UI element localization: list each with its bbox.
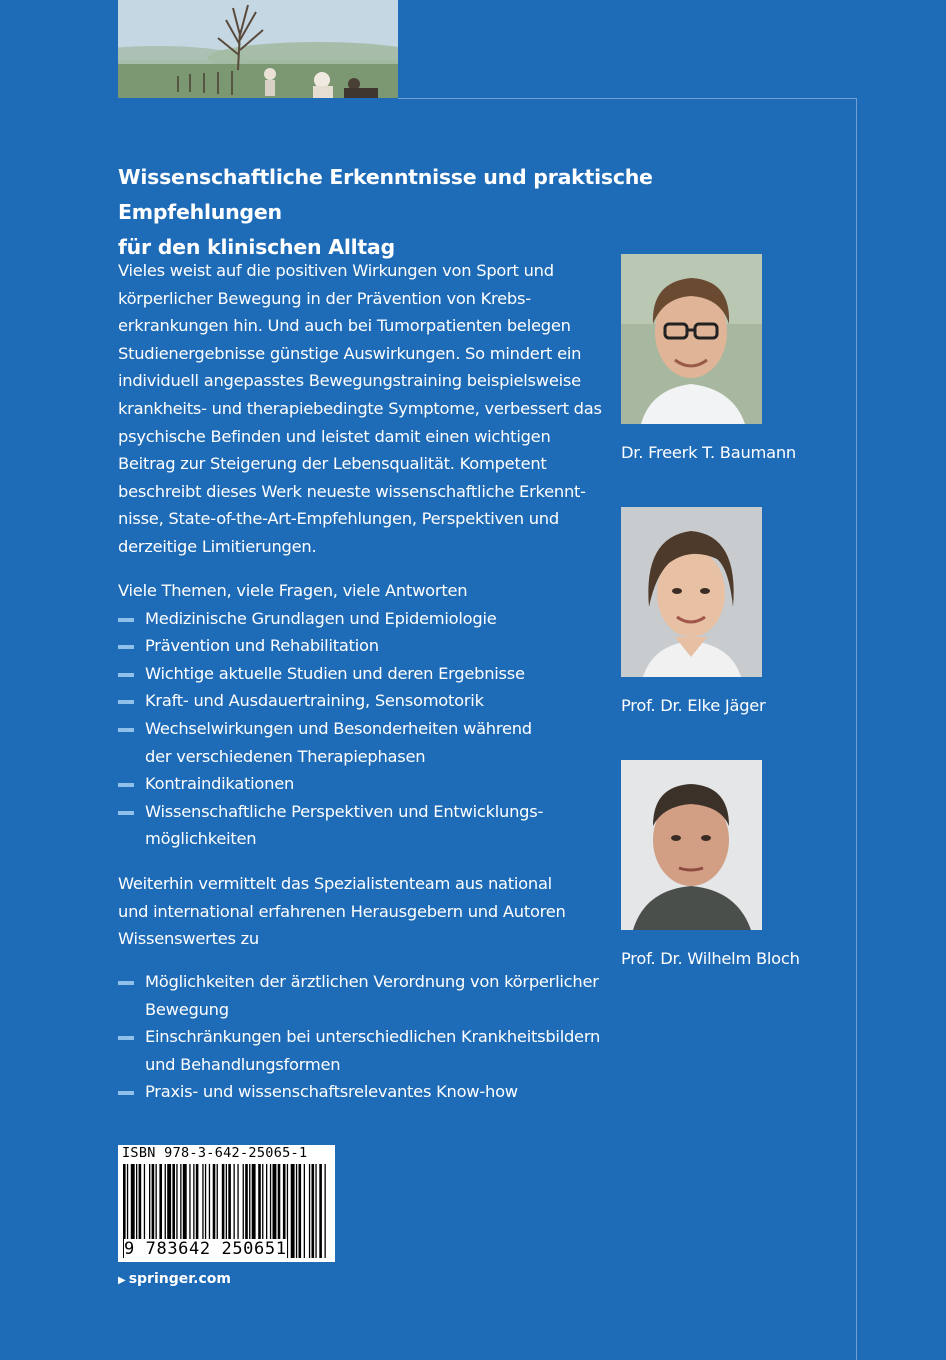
publisher-url: springer.com <box>128 1271 231 1287</box>
intro-line: derzeitige Limitierungen. <box>118 536 317 556</box>
intro-line: beschreibt dieses Werk neueste wissenschaftliche Erkennt- <box>118 481 586 501</box>
back-cover-headline <box>118 160 818 265</box>
list-item <box>118 798 608 853</box>
list-item <box>118 660 608 688</box>
barcode-bar <box>309 1164 310 1258</box>
topics-heading: Viele Themen, viele Fragen, viele Antworten <box>118 581 468 600</box>
barcode-bar <box>291 1164 295 1258</box>
dash-bullet-icon <box>118 673 134 677</box>
list-item <box>118 1023 608 1078</box>
dash-bullet-icon <box>118 645 134 649</box>
list-item <box>118 1078 608 1106</box>
knowledge-section <box>118 968 608 1106</box>
author-photo-jaeger <box>621 507 762 677</box>
dash-bullet-icon <box>118 1036 134 1040</box>
author-name-jaeger: Prof. Dr. Elke Jäger <box>621 696 766 715</box>
frame-line-right <box>856 98 857 1360</box>
dash-bullet-icon <box>118 981 134 985</box>
dash-bullet-icon <box>118 618 134 622</box>
barcode-bar <box>312 1164 315 1258</box>
list-item-text: Wechselwirkungen und Besonderheiten während <box>145 718 532 738</box>
outro-paragraph <box>118 870 608 953</box>
barcode-bar <box>304 1164 305 1258</box>
triangle-right-icon: ▶ <box>118 1275 126 1286</box>
barcode-digits: 9 783642 250651 <box>124 1239 287 1259</box>
knowledge-list <box>118 968 608 1106</box>
list-item-text-continued: der verschiedenen Therapiephasen <box>145 746 426 766</box>
headline-line-1: Wissenschaftliche Erkenntnisse und praktische Empfehlungen <box>118 165 653 224</box>
list-item-text: Kontraindikationen <box>145 774 295 794</box>
topics-section <box>118 577 608 853</box>
intro-line: psychische Befinden und leistet damit einen wichtigen <box>118 426 551 446</box>
list-item <box>118 632 608 660</box>
outro-line: und international erfahrenen Herausgebern und Autoren <box>118 901 566 921</box>
isbn-label: ISBN 978-3-642-25065-1 <box>122 1145 308 1161</box>
list-item <box>118 605 608 633</box>
list-item <box>118 968 608 1023</box>
barcode-bar <box>287 1164 288 1258</box>
publisher-link[interactable] <box>118 1271 231 1287</box>
outro-line: Weiterhin vermittelt das Spezialistenteam aus national <box>118 874 552 893</box>
topics-list <box>118 605 608 853</box>
barcode-bar <box>325 1164 326 1258</box>
list-item-text: Wissenschaftliche Perspektiven und Entwicklungs- <box>145 801 544 821</box>
list-item-text-continued: möglichkeiten <box>145 829 257 849</box>
list-item <box>118 715 608 770</box>
cover-photo-landscape <box>118 0 398 98</box>
author-name-baumann: Dr. Freerk T. Baumann <box>621 443 796 462</box>
barcode-bar <box>315 1164 316 1258</box>
intro-line: krankheits- und therapiebedingte Symptome, verbessert das <box>118 398 602 418</box>
headline-line-2: für den klinischen Alltag <box>118 235 395 259</box>
intro-line: Vieles weist auf die positiven Wirkungen von Sport und <box>118 261 554 280</box>
list-item-text-continued: Bewegung <box>145 999 229 1019</box>
intro-line: nisse, State-of-the-Art-Empfehlungen, Perspektiven und <box>118 509 559 529</box>
author-photo-baumann <box>621 254 762 424</box>
barcode-bar <box>319 1164 322 1258</box>
list-item-text-continued: und Behandlungsformen <box>145 1054 341 1074</box>
list-item <box>118 770 608 798</box>
frame-line-top <box>398 98 857 99</box>
barcode-bar <box>296 1164 297 1258</box>
list-item <box>118 687 608 715</box>
intro-line: Beitrag zur Steigerung der Lebensqualität. Kompetent <box>118 454 547 474</box>
author-name-bloch: Prof. Dr. Wilhelm Bloch <box>621 949 800 968</box>
list-item-text: Einschränkungen bei unterschiedlichen Krankheitsbildern <box>145 1027 601 1047</box>
dash-bullet-icon <box>118 700 134 704</box>
outro-line: Wissenswertes zu <box>118 929 259 949</box>
list-item-text: Kraft- und Ausdauertraining, Sensomotorik <box>145 691 484 711</box>
intro-line: körperlicher Bewegung in der Prävention von Krebs- <box>118 288 531 308</box>
intro-line: erkrankungen hin. Und auch bei Tumorpatienten belegen <box>118 316 571 336</box>
list-item-text: Medizinische Grundlagen und Epidemiologie <box>145 608 497 628</box>
dash-bullet-icon <box>118 811 134 815</box>
barcode-bar <box>299 1164 302 1258</box>
dash-bullet-icon <box>118 1091 134 1095</box>
intro-paragraph <box>118 257 608 561</box>
list-item-text: Möglichkeiten der ärztlichen Verordnung von körperlicher <box>145 972 599 991</box>
list-item-text: Praxis- und wissenschaftsrelevantes Know-how <box>145 1082 518 1102</box>
isbn-barcode <box>118 1145 335 1262</box>
list-item-text: Prävention und Rehabilitation <box>145 636 379 656</box>
intro-line: Studienergebnisse günstige Auswirkungen. So mindert ein <box>118 343 582 363</box>
list-item-text: Wichtige aktuelle Studien und deren Ergebnisse <box>145 663 525 683</box>
author-photo-bloch <box>621 760 762 930</box>
dash-bullet-icon <box>118 728 134 732</box>
intro-line: individuell angepasstes Bewegungstraining beispielsweise <box>118 371 581 391</box>
dash-bullet-icon <box>118 783 134 787</box>
